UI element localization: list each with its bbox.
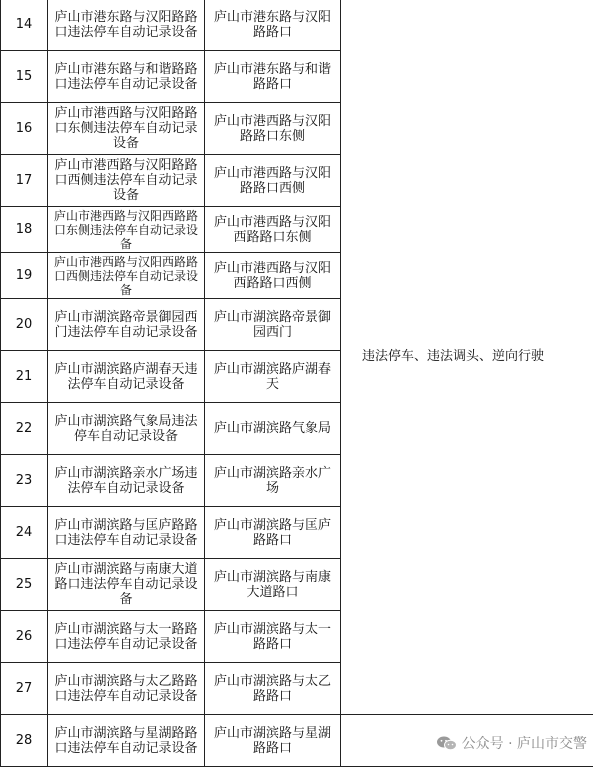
location-cell — [205, 611, 341, 663]
device-name: 庐山市湖滨路与太乙路路口违法停车自动记录设备 — [54, 673, 198, 704]
device-name-cell — [48, 715, 205, 767]
device-name-cell — [48, 299, 205, 351]
wechat-icon — [436, 735, 458, 751]
location-cell — [205, 507, 341, 559]
location-name: 庐山市湖滨路庐湖春天 — [213, 361, 331, 392]
watermark — [436, 733, 587, 753]
location-cell — [205, 403, 341, 455]
device-name: 庐山市湖滨路帝景御园西门违法停车自动记录设备 — [54, 309, 198, 340]
location-cell — [205, 51, 341, 103]
location-cell — [205, 455, 341, 507]
row-number: 24 — [1, 507, 48, 559]
device-name-cell — [48, 455, 205, 507]
location-cell — [205, 559, 341, 611]
device-name: 庐山市湖滨路亲水广场违法停车自动记录设备 — [54, 465, 198, 496]
location-cell — [205, 351, 341, 403]
table-row — [1, 0, 593, 51]
row-number: 23 — [1, 455, 48, 507]
device-name: 庐山市湖滨路与星湖路路口违法停车自动记录设备 — [54, 725, 198, 756]
row-number: 17 — [1, 155, 48, 207]
location-name: 庐山市港西路与汉阳路路口东侧 — [213, 113, 331, 144]
device-name: 庐山市湖滨路与太一路路口违法停车自动记录设备 — [54, 621, 198, 652]
device-name: 庐山市湖滨路与南康大道路口违法停车自动记录设备 — [54, 562, 198, 607]
device-name: 庐山市港西路与汉阳西路路口东侧违法停车自动记录设备 — [53, 208, 198, 251]
location-cell — [205, 155, 341, 207]
device-name-cell — [48, 663, 205, 715]
location-name: 庐山市湖滨路与太一路路口 — [213, 621, 331, 652]
row-number: 15 — [1, 51, 48, 103]
device-name: 庐山市港西路与汉阳路路口东侧违法停车自动记录设备 — [54, 106, 198, 151]
location-name: 庐山市湖滨路与星湖路路口 — [213, 725, 331, 756]
row-number: 26 — [1, 611, 48, 663]
device-name-cell — [48, 207, 205, 253]
device-name-cell — [48, 0, 205, 51]
row-number: 28 — [1, 715, 48, 767]
row-number: 25 — [1, 559, 48, 611]
violation-types: 违法停车、违法调头、逆向行驶 — [361, 349, 544, 364]
violation-types-cell — [341, 0, 593, 715]
row-number: 27 — [1, 663, 48, 715]
device-name-cell — [48, 51, 205, 103]
device-name-cell — [48, 611, 205, 663]
row-number: 22 — [1, 403, 48, 455]
watermark-text: 公众号 · 庐山市交警 — [461, 736, 587, 752]
row-number: 19 — [1, 253, 48, 299]
device-name: 庐山市湖滨路庐湖春天违法停车自动记录设备 — [54, 361, 198, 392]
location-cell — [205, 207, 341, 253]
device-name: 庐山市湖滨路与匡庐路路口违法停车自动记录设备 — [54, 517, 198, 548]
location-cell — [205, 715, 341, 767]
location-name: 庐山市湖滨路与匡庐路路口 — [213, 517, 331, 548]
row-number: 16 — [1, 103, 48, 155]
device-name-cell — [48, 253, 205, 299]
location-name: 庐山市港东路与和谐路路口 — [213, 61, 331, 92]
device-name: 庐山市港东路与和谐路路口违法停车自动记录设备 — [54, 61, 198, 92]
location-cell — [205, 299, 341, 351]
location-cell — [205, 0, 341, 51]
device-name-cell — [48, 351, 205, 403]
location-name: 庐山市港西路与汉阳路路口西侧 — [213, 165, 331, 196]
row-number: 20 — [1, 299, 48, 351]
location-cell — [205, 663, 341, 715]
location-cell — [205, 103, 341, 155]
location-cell — [205, 253, 341, 299]
row-number: 14 — [1, 0, 48, 51]
device-name: 庐山市港东路与汉阳路路口违法停车自动记录设备 — [54, 9, 198, 40]
device-name-cell — [48, 155, 205, 207]
row-number: 21 — [1, 351, 48, 403]
device-name-cell — [48, 103, 205, 155]
device-name: 庐山市湖滨路气象局违法停车自动记录设备 — [54, 413, 198, 444]
location-name: 庐山市港西路与汉阳西路路口东侧 — [213, 214, 331, 245]
location-name: 庐山市湖滨路气象局 — [213, 421, 331, 436]
location-name: 庐山市湖滨路亲水广场 — [213, 465, 331, 496]
location-name: 庐山市湖滨路与南康大道路口 — [213, 569, 331, 600]
location-name: 庐山市湖滨路帝景御园西门 — [213, 309, 331, 340]
location-name: 庐山市湖滨路与太乙路路口 — [213, 673, 331, 704]
location-name: 庐山市港东路与汉阳路路口 — [213, 9, 331, 40]
device-name-cell — [48, 507, 205, 559]
device-name-cell — [48, 559, 205, 611]
device-name-cell — [48, 403, 205, 455]
device-name: 庐山市港西路与汉阳路路口西侧违法停车自动记录设备 — [54, 158, 198, 203]
device-name: 庐山市港西路与汉阳西路路口西侧违法停车自动记录设备 — [53, 254, 198, 297]
location-name: 庐山市港西路与汉阳西路路口西侧 — [213, 260, 331, 291]
row-number: 18 — [1, 207, 48, 253]
